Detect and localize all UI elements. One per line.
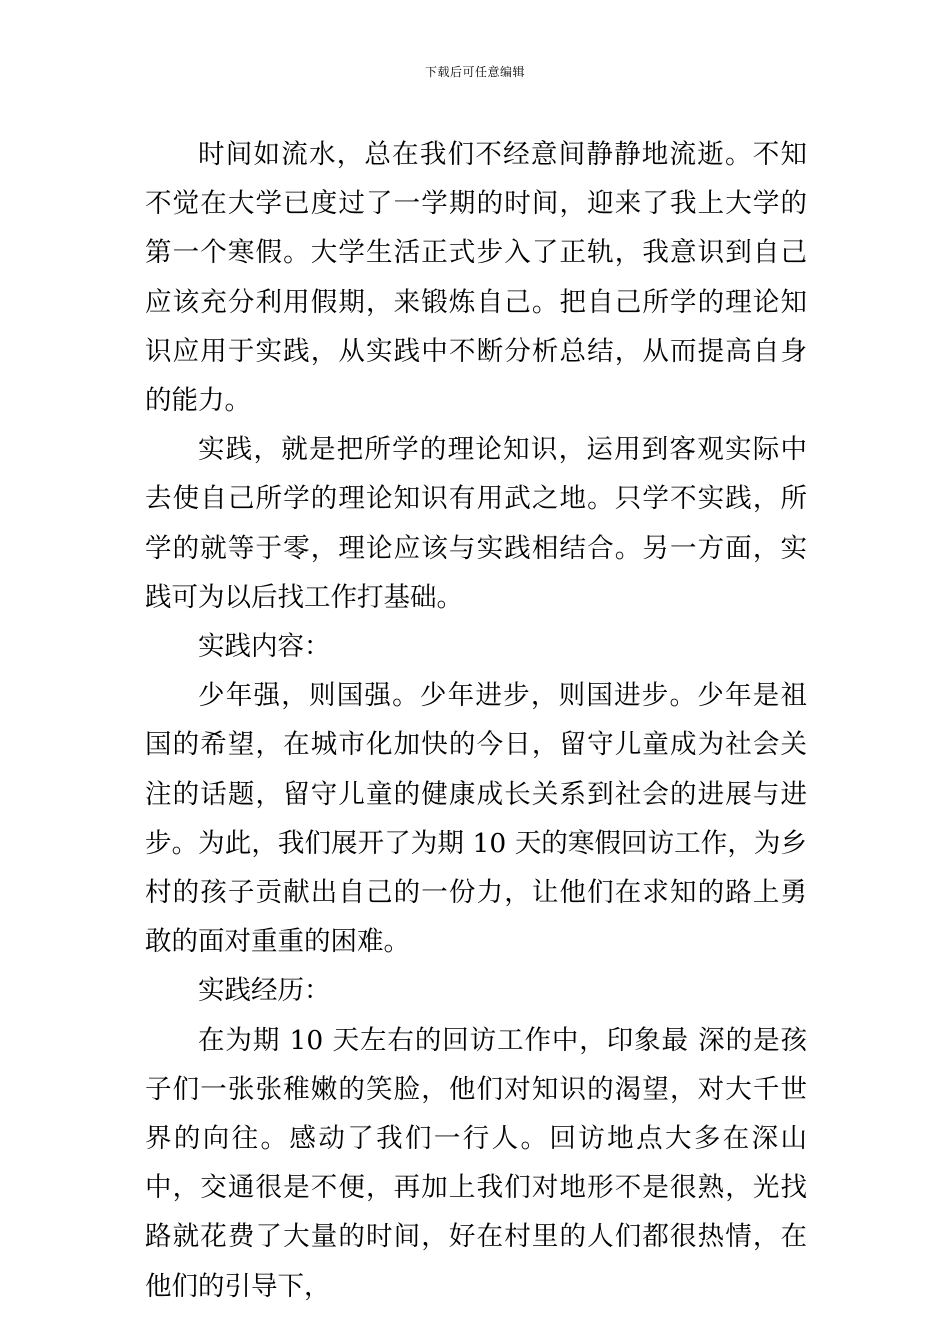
paragraph-practice-meaning: 实践，就是把所学的理论知识，运用到客观实际中去使自己所学的理论知识有用武之地。只学不实践，所学的就等于零，理论应该与实践相结合。另一方面，实践可为以后找工作打基础。 xyxy=(145,434,807,613)
document-body xyxy=(145,130,807,1311)
paragraph-practice-experience: 在为期 10 天左右的回访工作中，印象最 深的是孩子们一张张稚嫩的笑脸，他们对知识的渴望，对大千世界的向往。感动了我们一行人。回访地点大多在深山中，交通很是不便，再加上我们对地形不是很熟，光找路就花费了大量的时间，好在村里的人们都很热情，在他们的引导下， xyxy=(145,1024,807,1302)
heading-practice-content: 实践内容： xyxy=(198,631,331,663)
paragraph-practice-content: 少年强，则国强。少年进步，则国进步。少年是祖国的希望，在城市化加快的今日，留守儿童成为社会关注的话题，留守儿童的健康成长关系到社会的进展与进步。为此，我们展开了为期 10 天的寒假回访工作，为乡村的孩子贡献出自己的一份力，让他们在求知的路上勇敢的面对重重的困难。 xyxy=(145,680,807,958)
paragraph-intro: 时间如流水，总在我们不经意间静静地流逝。不知不觉在大学已度过了一学期的时间，迎来了我上大学的第一个寒假。大学生活正式步入了正轨，我意识到自己应该充分利用假期，来锻炼自己。把自己所学的理论知识应用于实践，从实践中不断分析总结，从而提高自身的能力。 xyxy=(145,139,807,417)
heading-practice-experience: 实践经历： xyxy=(198,975,331,1007)
page-header-note: 下载后可任意编辑 xyxy=(424,65,525,79)
